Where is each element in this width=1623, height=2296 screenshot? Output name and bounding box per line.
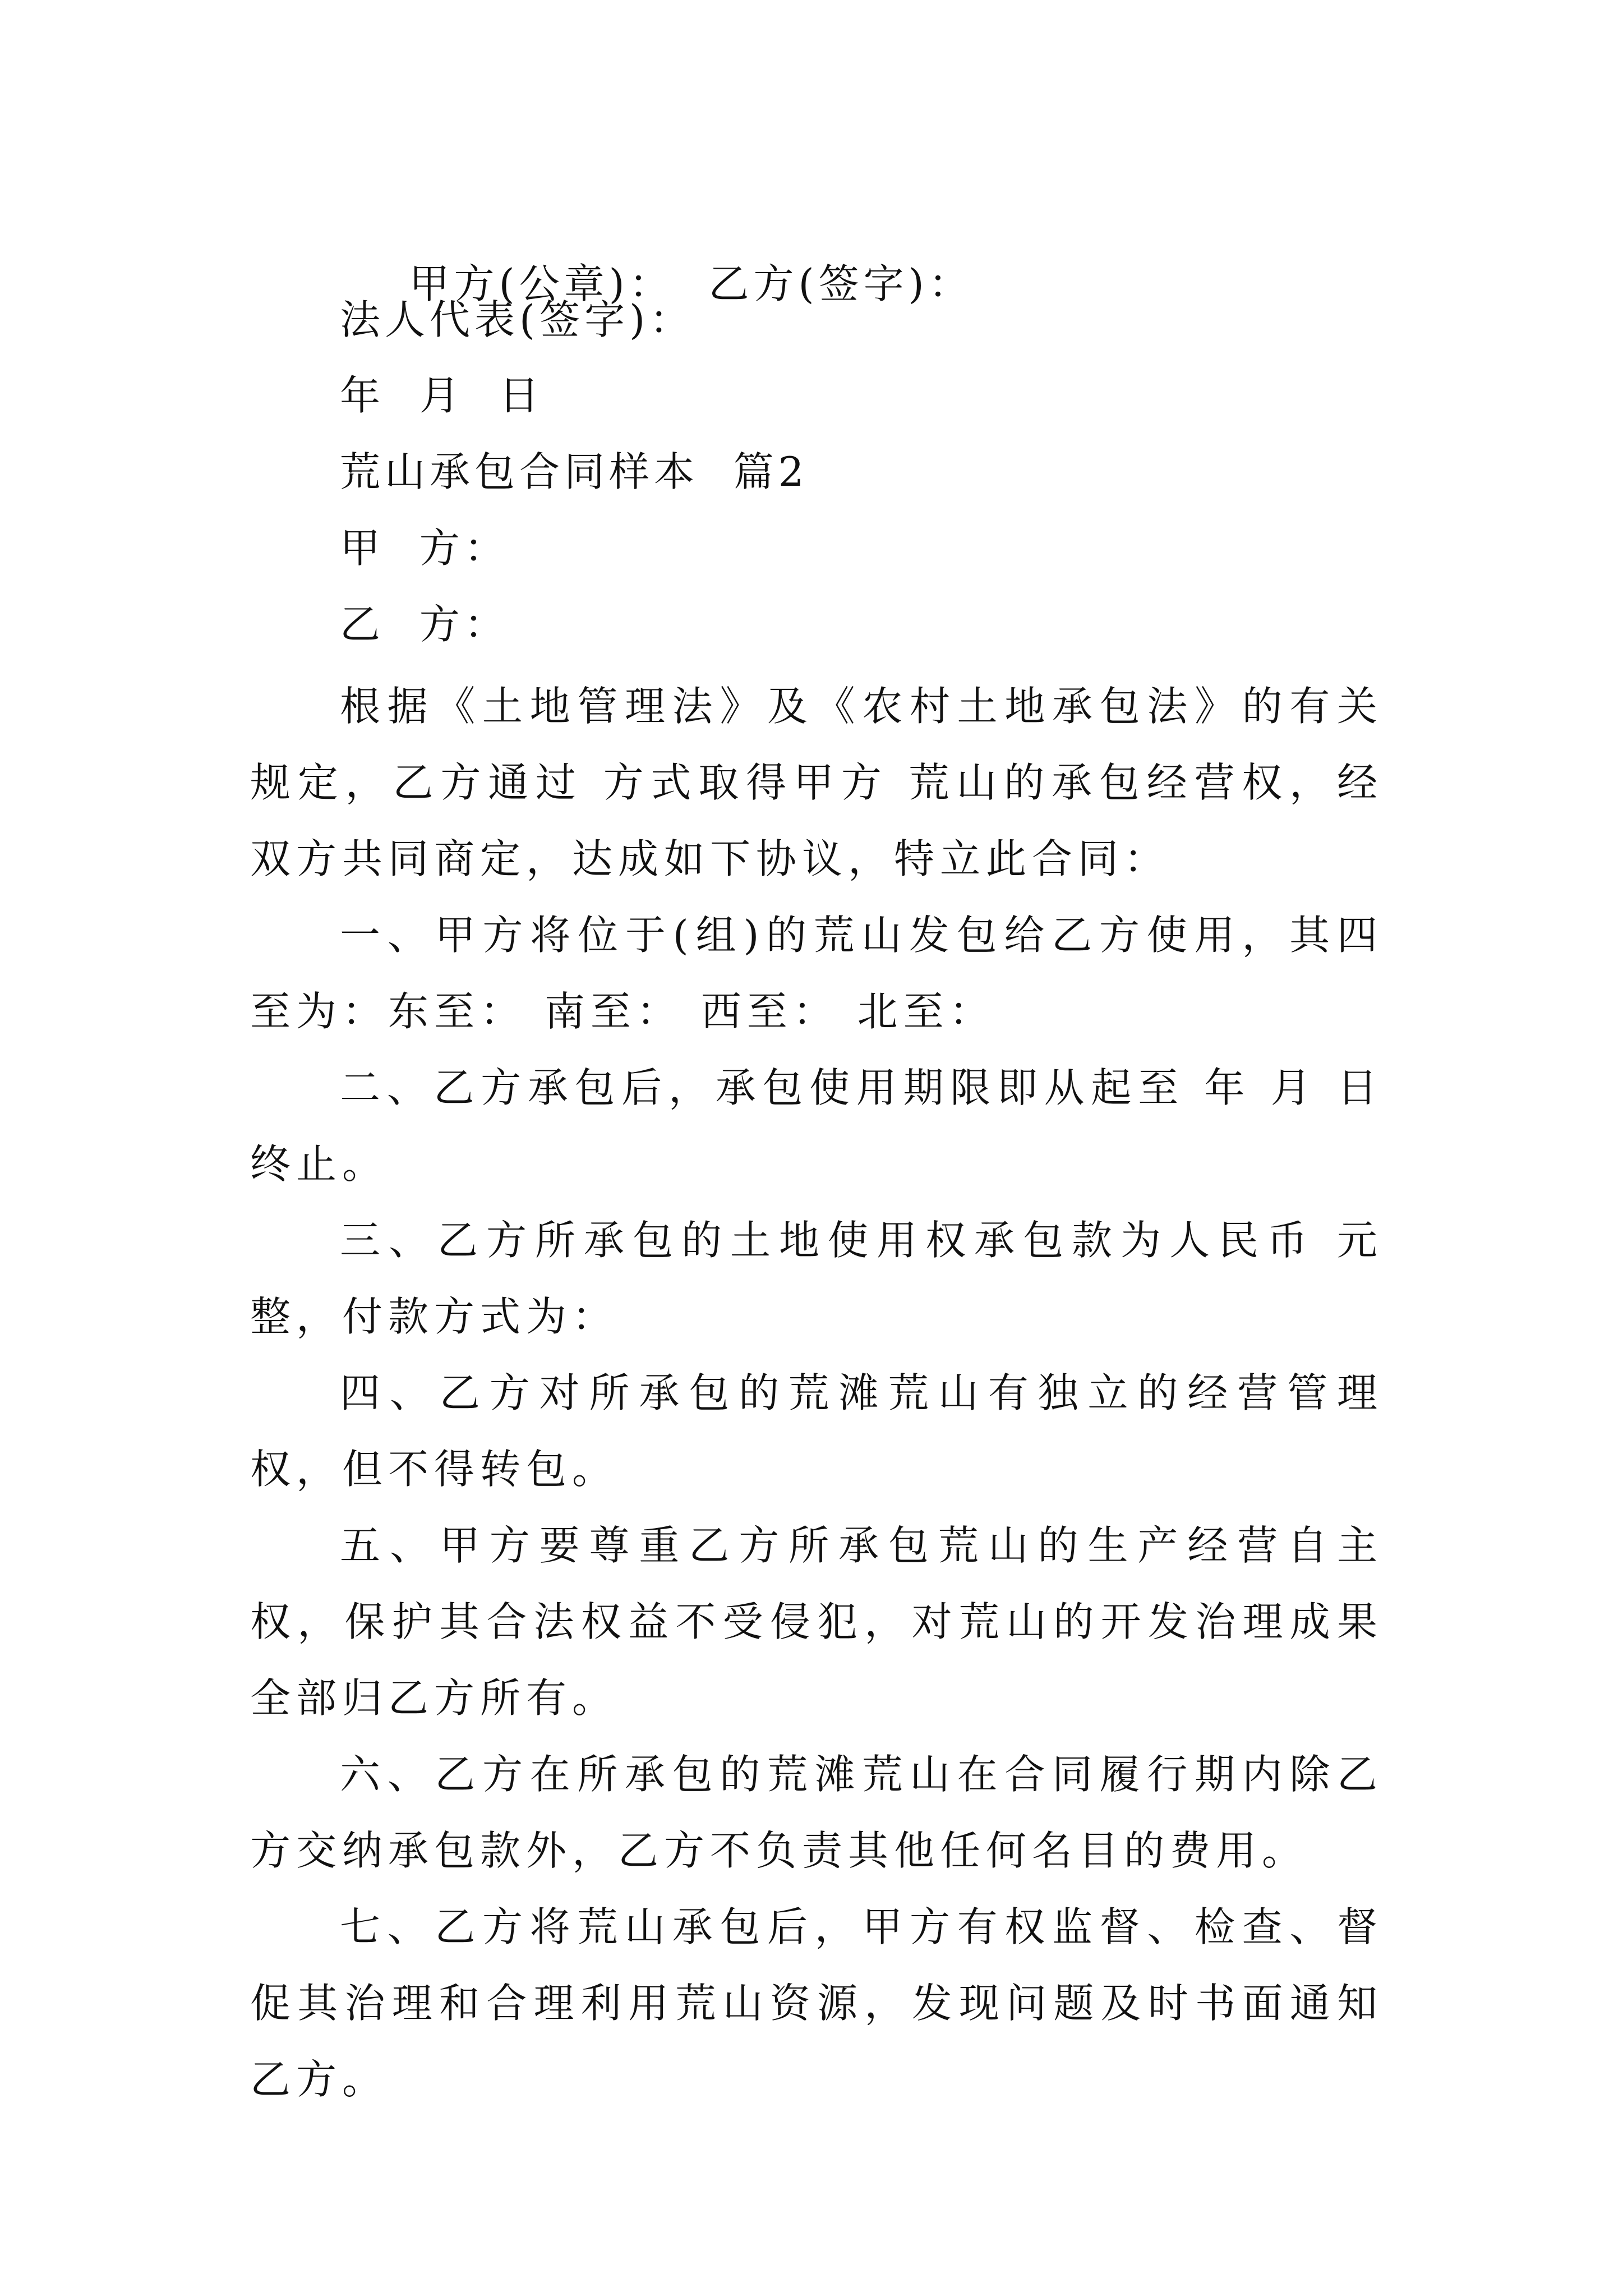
section-title: 荒山承包合同样本 篇2 — [340, 448, 809, 495]
date-line: 年 月 日 — [340, 372, 544, 419]
legal-rep-label: 法人代表(签字)： — [340, 296, 695, 343]
clause-4: 四、乙方对所承包的荒滩荒山有独立的经营管理权，但不得转包。 — [250, 1369, 1383, 1493]
party-a-seal-label: 甲方(公章)： — [409, 260, 674, 307]
clause-5: 五、甲方要尊重乙方所承包荒山的生产经营自主权，保护其合法权益不受侵犯，对荒山的开发治理成果全部归乙方所有。 — [250, 1522, 1383, 1722]
contract-preamble: 根据《土地管理法》及《农村土地承包法》的有关规定，乙方通过 方式取得甲方 荒山的承包经营权，经双方共同商定，达成如下协议，特立此合同： — [250, 683, 1383, 882]
clause-6: 六、乙方在所承包的荒滩荒山在合同履行期内除乙方交纳承包款外，乙方不负责其他任何名目的费用。 — [250, 1751, 1383, 1874]
clause-2: 二、乙方承包后，承包使用期限即从起至 年 月 日终止。 — [250, 1064, 1383, 1188]
party-b-label: 乙 方： — [340, 601, 509, 648]
party-a-label: 甲 方： — [340, 524, 509, 572]
clause-7: 七、乙方将荒山承包后，甲方有权监督、检查、督促其治理和合理利用荒山资源，发现问题及时书面通知乙方。 — [250, 1903, 1383, 2103]
clause-1: 一、甲方将位于(组)的荒山发包给乙方使用，其四至为：东至： 南至： 西至： 北至： — [250, 912, 1383, 1035]
clause-3: 三、乙方所承包的土地使用权承包款为人民币 元整，付款方式为： — [250, 1217, 1383, 1340]
party-b-sign-label: 乙方(签字)： — [708, 260, 974, 307]
